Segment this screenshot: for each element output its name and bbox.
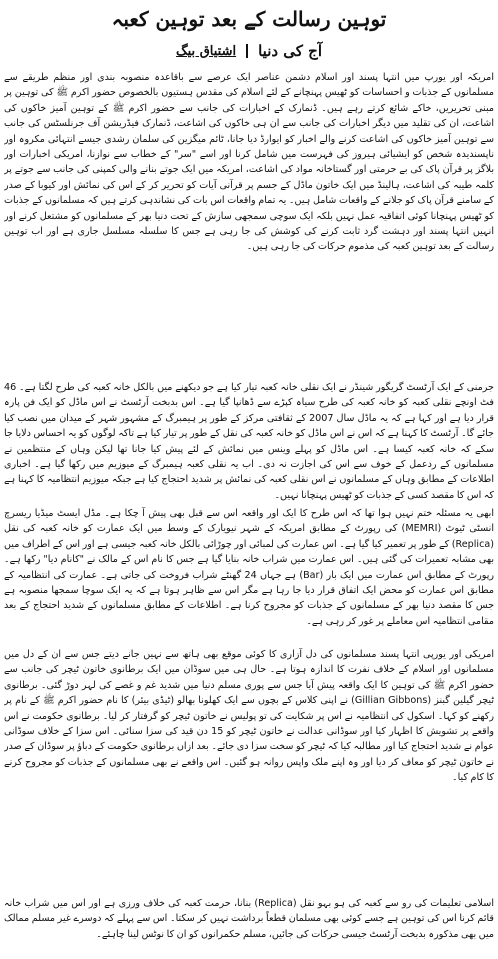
author-name: اشتیاق بیگ — [176, 43, 237, 59]
article-paragraph-3: ابھی یہ مسئلہ ختم نہیں ہوا تھا کہ اس طرح کا ایک اور واقعہ اس سے قبل بھی پیش آ چکا ہے۔ مڈل ایسٹ میڈیا ریسرچ انسٹی ٹیوٹ (MEMRI) کی رپورٹ کے مطابق امریکہ کے شہر نیویارک کے وسط میں ایک عمارت کو خانہ کعبہ کی نقل (Replica) کے طور پر تعمیر کیا گیا ہے۔ اس عمارت کی لمبائی اور چوڑائی بالکل خانہ کعبہ جیسی ہے اور اس کے اطراف میں بھی مشابہ تعمیرات کی گئی ہیں۔ اس عمارت میں شراب خانہ بنایا گیا ہے جس کا نام اس کے مالک نے "کانام دیا" رکھا ہے۔ رپورٹ کے مطابق اس عمارت میں ایک بار (Bar) ہے جہاں 24 گھنٹے شراب فروخت کی جاتی ہے۔ عمارت کی انتظامیہ کے مطابق اس عمارت کو محض ایک اتفاق قرار دیا جا رہا ہے مگر اس سے ظاہر ہوتا ہے کہ یہ ایک سوچا سمجھا منصوبہ ہے جس کا مقصد دنیا بھر کے مسلمانوں کے جذبات کو مجروح کرنا ہے۔ اطلاعات کے مطابق مسلمانوں کے شدید احتجاج کے بعد مقامی انتظامیہ اس معاملے پر غور کر رہی ہے۔ — [4, 508, 494, 627]
article-paragraph-4: امریکی اور یورپی انتہا پسند مسلمانوں کی دل آزاری کا کوئی موقع بھی ہاتھ سے نہیں جانے دیتے جس سے ان کے دل میں مسلمانوں اور اسلام کے خلاف نفرت کا اندازہ ہوتا ہے۔ حال ہی میں سوڈان میں ایک برطانوی خاتون ٹیچر کی جانب سے حضور اکرم ﷺ کی توہین کا ایک واقعہ پیش آیا جس سے پوری مسلم دنیا میں شدید غم و غصے کی لہر دوڑ گئی۔ برطانوی ٹیچر گیلین گبنز (Gillian Gibbons) نے اپنی کلاس کے بچوں سے ایک کھلونا بھالو (ٹیڈی بیئر) کا نام حضور اکرم ﷺ کے نام پر رکھنے کو کہا۔ اسکول کی انتظامیہ نے اس پر شکایت کی تو پولیس نے خاتون ٹیچر کو گرفتار کر لیا۔ برطانوی حکومت نے اس واقعے پر تشویش کا اظہار کیا اور سوڈانی عدالت نے خاتون ٹیچر کو 15 دن قید کی سزا سنائی۔ اس سزا کے خلاف سوڈانی عوام نے شدید احتجاج کیا اور مطالبہ کیا کہ ٹیچر کو سخت سزا دی جائے۔ بعد ازاں برطانوی حکومت کے دباؤ پر سوڈان کے صدر نے خاتون ٹیچر کو معاف کر دیا اور وہ اپنے ملک واپس روانہ ہو گئیں۔ اس واقعے نے بھی مسلمانوں کے جذبات کو مجروح کرنے کا کام کیا۔ — [4, 649, 494, 784]
byline — [4, 36, 494, 66]
article-paragraph-2: جرمنی کے ایک آرٹسٹ گریگور شینڈر نے ایک نقلی خانہ کعبہ تیار کیا ہے جو دیکھنے میں بالکل خانہ کعبہ کی طرح لگتا ہے۔ 46 فٹ اونچے نقلی کعبہ کو خانہ کعبہ کی طرح سیاہ کپڑے سے ڈھانپا گیا ہے۔ اس بدبخت آرٹسٹ نے اس ماڈل کو ایک فن پارہ قرار دیا ہے اور کہا ہے کہ یہ ماڈل سال 2007 کے ثقافتی مرکز کے طور پر ہیمبرگ کے مشہور شہر کے میدان میں نصب کیا جائے گا۔ آرٹسٹ کا کہنا ہے کہ اس نے اس ماڈل کو خانہ کعبہ کی نقل کے طور پر تیار کیا ہے تاکہ لوگوں کو یہ احساس دلایا جا سکے کہ خانہ کعبہ کیسا ہے۔ اس ماڈل کو پہلے وینس میں نمائش کے لئے پیش کیا جانا تھا لیکن وہاں کے منتظمین نے مسلمانوں کے ردعمل کے خوف سے اس کی اجازت نہ دی۔ اب یہ نقلی کعبہ ہیمبرگ کے میوزیم میں رکھا گیا ہے۔ اخباری اطلاعات کے مطابق وہاں کے مسلمانوں نے اس نقلی کعبہ کی نمائش پر شدید احتجاج کیا ہے جبکہ میوزیم انتظامیہ کا کہنا ہے کہ اس کا مقصد کسی کے جذبات کو ٹھیس پہنچانا نہیں۔ — [4, 382, 494, 501]
byline-separator — [246, 44, 248, 58]
column-name: آج کی دنیا — [258, 42, 322, 60]
article-paragraph-5: اسلامی تعلیمات کی رو سے کعبہ کی ہو بہو نقل (Replica) بنانا، حرمت کعبہ کی خلاف ورزی ہے اور اس میں شراب خانہ قائم کرنا اس کی توہین ہے جسے کوئی بھی مسلمان قطعاً برداشت نہیں کر سکتا۔ اس سے پہلے کہ دوسرے غیر مسلم ممالک میں بھی مذکورہ بدبخت آرٹسٹ جیسی حرکات کی جائیں، مسلم حکمرانوں کو ان کا نوٹس لینا چاہئے۔ — [4, 898, 494, 940]
article-body — [4, 70, 494, 942]
article-paragraph-1: امریکہ اور یورپ میں انتہا پسند اور اسلام دشمن عناصر ایک عرصے سے باقاعدہ منصوبہ بندی اور منظم طریقے سے مسلمانوں کے جذبات و احساسات کو ٹھیس پہنچانے کے لئے اسلام کی مقدس ہستیوں بالخصوص حضور اکرم ﷺ کی توہین پر مبنی تحریریں، خاکے شائع کرتے رہے ہیں۔ ڈنمارک کے اخبارات کی جانب سے حضور اکرم ﷺ کے توہین آمیز خاکوں کی اشاعت، ان کی تقلید میں دیگر اخبارات کی جانب سے ان ہی خاکوں کی اشاعت، ڈنمارک فیڈریشن آف جرنلسٹس کی جانب سے توہین آمیز خاکوں کی اشاعت کرنے والے اخبار کو ایوارڈ دیا جانا، ٹائم میگزین کی سلمان رشدی جیسے انتہائی مکروہ اور ناپسندیدہ شخص کو ایشیائی ہیروز کی فہرست میں شامل کرنا اور اسے "سر" کے خطاب سے نوازنا، امریکی اخبارات اور بلاگز پر قرآن پاک کی بے حرمتی اور گستاخانہ مواد کی اشاعت، امریکہ میں ایک جوتے بنانے والی کمپنی کی جانب سے جوتے پر کلمہ طیبہ کی اشاعت، ہالینڈ میں ایک خاتون ماڈل کے جسم پر قرآنی آیات کو تحریر کر کے اس کی نمائش اور کیوبا کے صدر کے سامنے قرآن پاک کو جلانے کے واقعات شامل ہیں۔ یہ تمام واقعات اس بات کی نشاندہی کرتے ہیں کہ مسلمانوں کے جذبات کو ٹھیس پہنچانا کوئی اتفاقیہ عمل نہیں بلکہ ایک سوچی سمجھی سازش کے تحت دنیا بھر کے مسلمانوں کو مشتعل کرنے اور انہیں انتہا پسند اور دہشت گرد ثابت کرنے کی کوشش کی جا رہی ہے جس کا سلسلہ مسلسل جاری ہے اور اب توہین رسالت کے بعد توہین کعبہ کی مذموم حرکات کی جا رہی ہیں۔ — [4, 72, 494, 253]
headline: توہین رسالت کے بعد توہین کعبہ — [111, 7, 387, 31]
